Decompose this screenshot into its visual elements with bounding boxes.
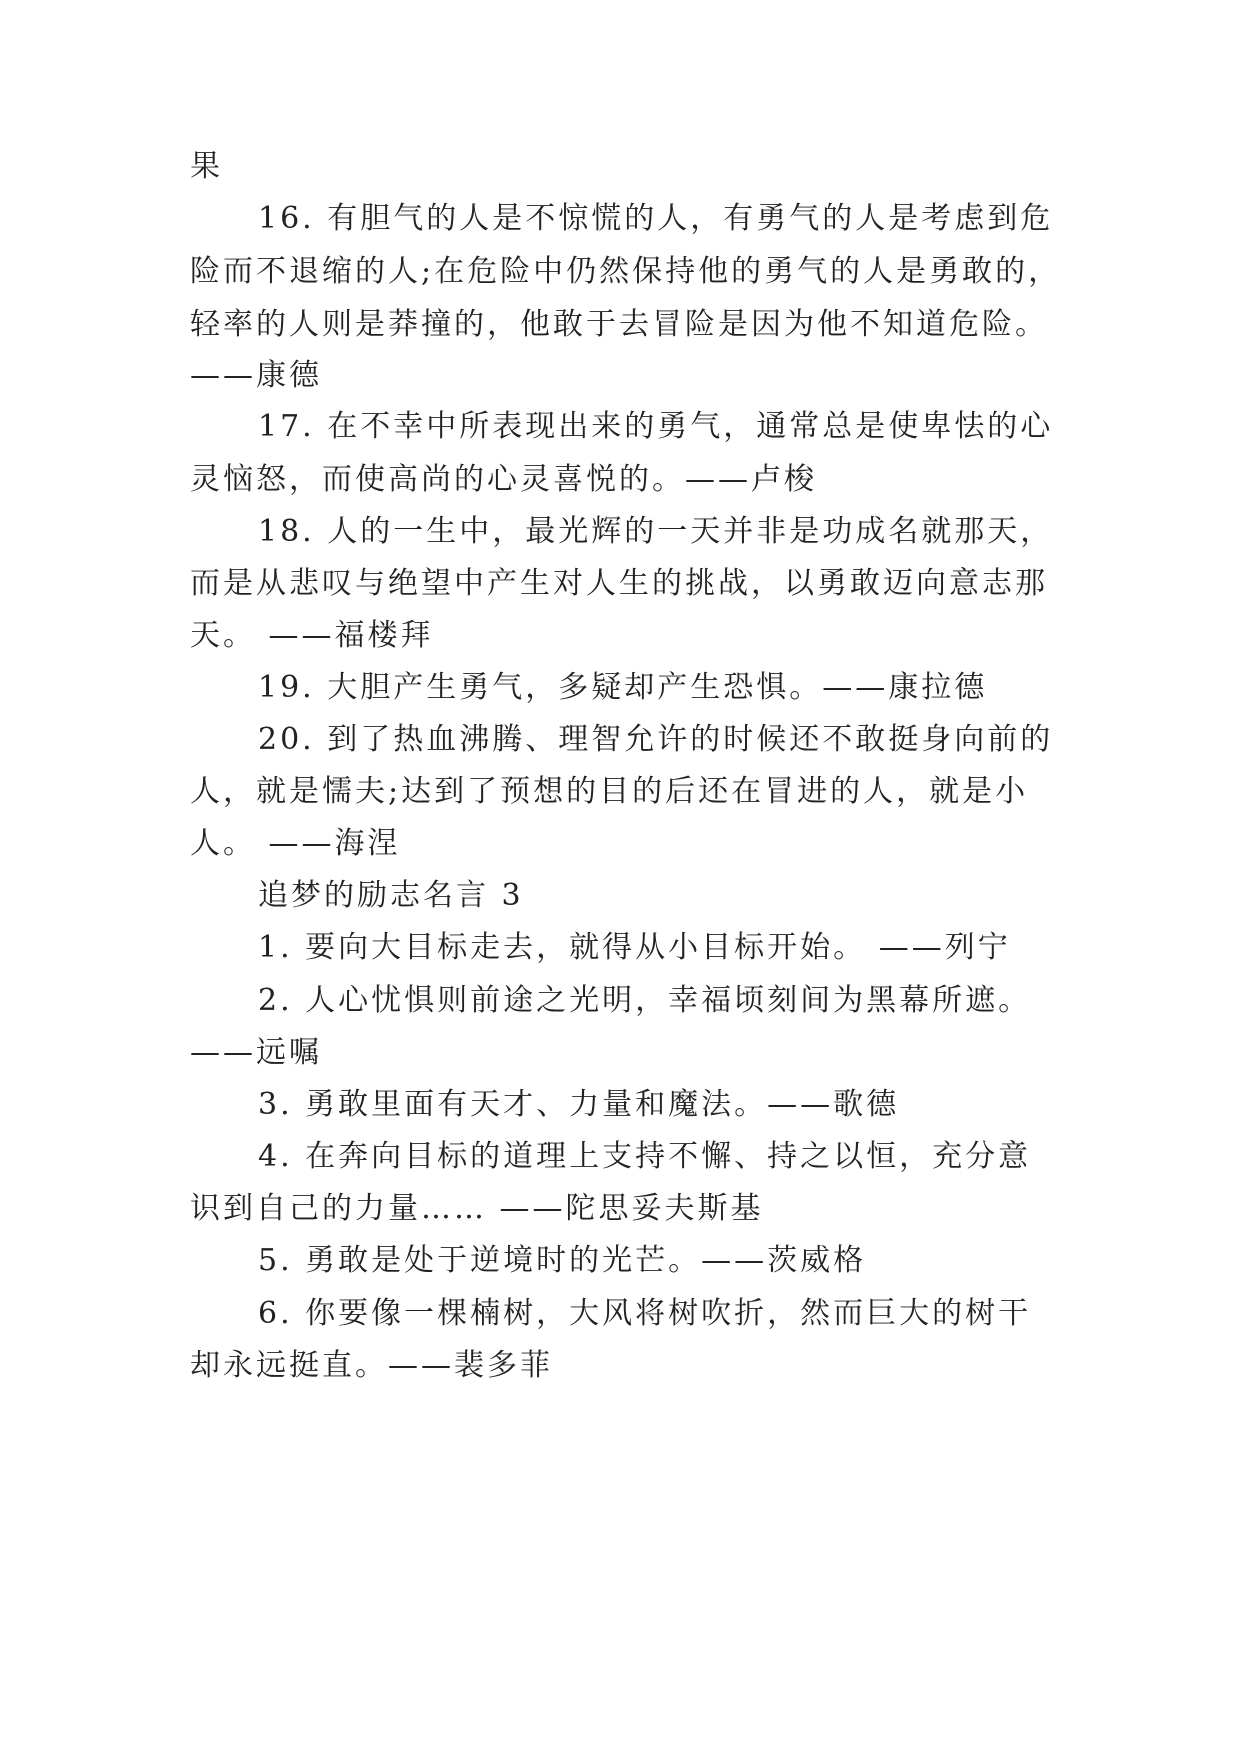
quote-2-line: 2. 人心忧惧则前途之光明，幸福顷刻间为黑幕所遮。 <box>258 983 1032 1018</box>
quote-16-line: 16. 有胆气的人是不惊慌的人，有勇气的人是考虑到危 <box>258 201 1054 236</box>
text-line: 而是从悲叹与绝望中产生对人生的挑战，以勇敢迈向意志那 <box>190 566 1048 601</box>
text-line: 灵恼怒，而使高尚的心灵喜悦的。——卢梭 <box>190 462 817 497</box>
attribution-line: ——远嘱 <box>190 1035 322 1070</box>
text-line: 人。 ——海涅 <box>190 826 401 861</box>
section-heading: 追梦的励志名言 3 <box>258 878 524 913</box>
quote-20-line: 20. 到了热血沸腾、理智允许的时候还不敢挺身向前的 <box>258 722 1054 757</box>
text-line: 果 <box>190 149 223 184</box>
quote-1-line: 1. 要向大目标走去，就得从小目标开始。 ——列宁 <box>258 930 1011 965</box>
quote-17-line: 17. 在不幸中所表现出来的勇气，通常总是使卑怯的心 <box>258 409 1054 444</box>
quote-3-line: 3. 勇敢里面有天才、力量和魔法。——歌德 <box>258 1087 900 1122</box>
quote-5-line: 5. 勇敢是处于逆境时的光芒。——茨威格 <box>258 1243 867 1278</box>
quote-4-line: 4. 在奔向目标的道理上支持不懈、持之以恒，充分意 <box>258 1139 1032 1174</box>
text-line: 却永远挺直。——裴多菲 <box>190 1348 553 1383</box>
text-line: 天。 ——福楼拜 <box>190 618 434 653</box>
text-line: 险而不退缩的人;在危险中仍然保持他的勇气的人是勇敢的， <box>190 254 1062 289</box>
text-line: 识到自己的力量…… ——陀思妥夫斯基 <box>190 1191 764 1226</box>
quote-19-line: 19. 大胆产生勇气，多疑却产生恐惧。——康拉德 <box>258 670 988 705</box>
quote-18-line: 18. 人的一生中，最光辉的一天并非是功成名就那天， <box>258 514 1054 549</box>
text-line: 轻率的人则是莽撞的，他敢于去冒险是因为他不知道危险。 <box>190 307 1048 342</box>
attribution-line: ——康德 <box>190 358 322 393</box>
quote-6-line: 6. 你要像一棵楠树，大风将树吹折，然而巨大的树干 <box>258 1296 1032 1331</box>
text-line: 人，就是懦夫;达到了预想的目的后还在冒进的人，就是小 <box>190 774 1029 809</box>
